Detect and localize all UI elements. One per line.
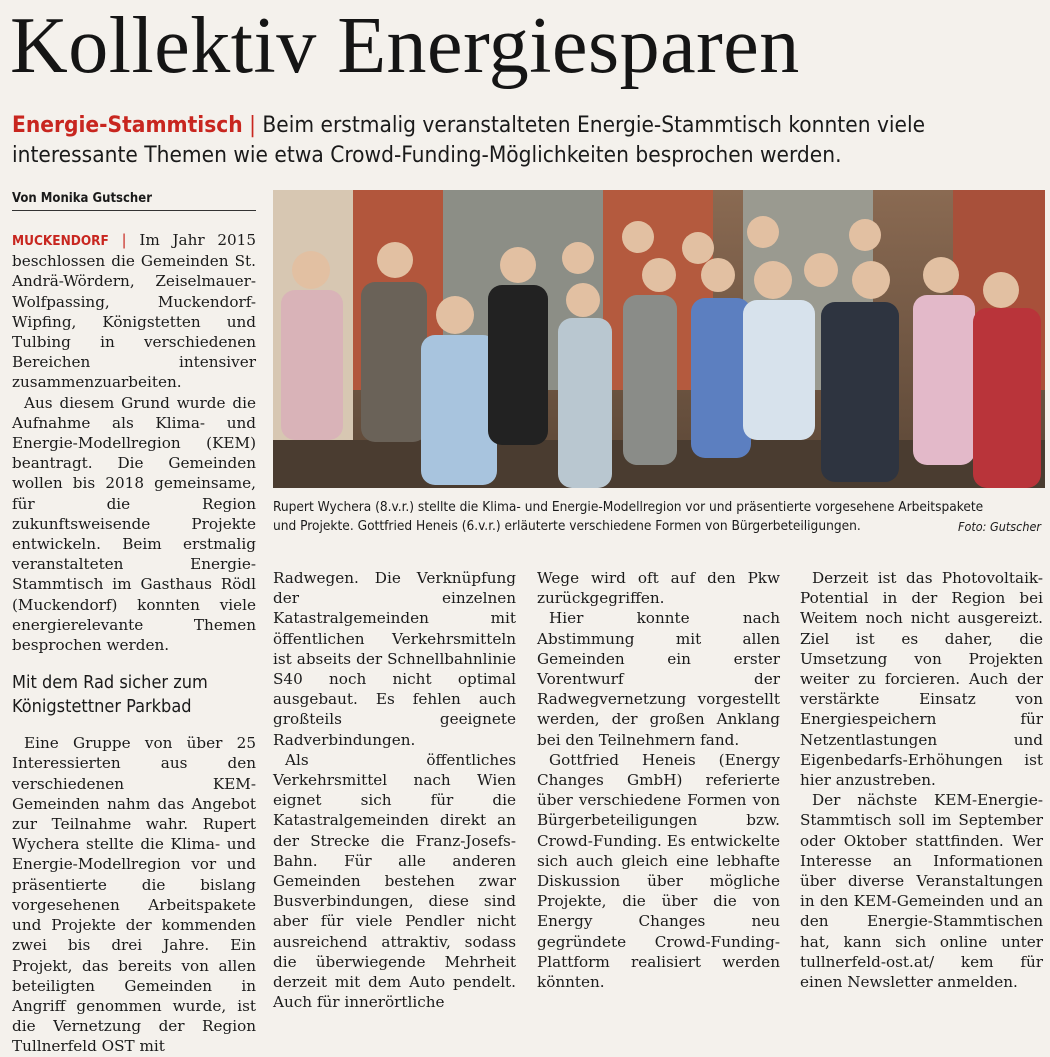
- group-photo: [273, 190, 1045, 488]
- photo-credit: Foto: Gutscher: [958, 519, 1041, 534]
- column-4: [800, 568, 1043, 992]
- group-photo-illustration: [273, 190, 1045, 488]
- deck-kicker: Energie-Stammtisch: [12, 112, 243, 138]
- caption-line-1: Rupert Wychera (8.v.r.) stellte die Klima- und Energie-Modellregion vor und präsentierte vorgesehene Arbeitspakete: [273, 499, 984, 515]
- deck-line-2: interessante Themen wie etwa Crowd-Funding-Möglichkeiten besprochen werden.: [12, 142, 842, 168]
- column-3-paragraph-1: Wege wird oft auf den Pkw zurückgegriffen.: [537, 569, 780, 608]
- dateline: MUCKENDORF: [12, 233, 109, 249]
- photo-caption: [273, 498, 1045, 536]
- column-2-paragraph-1: Radwegen. Die Verknüpfung der einzelnen Katastralgemeinden mit öffentlichen Verkehrsmitteln ist abseits der Schnellbahnlinie S40 noch nicht optimal ausgebaut. Es fehlen auch großteils geeignete Radverbindungen.: [273, 569, 516, 749]
- column-3-paragraph-3: Gottfried Heneis (Energy Changes GmbH) referierte über verschiedene Formen von Bürgerbeteiligungen bzw. Crowd-Funding. Es entwickelte sich auch gleich eine lebhafte Diskussion über mögliche Projekte, die über die von Energy Changes neu gegründete Crowd-Funding-Plattform realisiert werden könnten.: [537, 750, 780, 992]
- column-3-paragraph-2: Hier konnte nach Abstimmung mit allen Gemeinden ein erster Vorentwurf der Radwegvernetzung vorgestellt werden, der großen Anklang bei den Teilnehmern fand.: [537, 609, 780, 749]
- caption-line-2: und Projekte. Gottfried Heneis (6.v.r.) erläuterte verschiedene Formen von Bürgerbeteiligungen.: [273, 518, 861, 534]
- headline: Kollektiv Energiesparen: [10, 2, 800, 90]
- deck-line-1: Beim erstmalig veranstalteten Energie-Stammtisch konnten viele: [262, 112, 926, 138]
- column-4-paragraph-1: Derzeit ist das Photovoltaik-Potential in der Region bei Weitem noch nicht ausgereizt. Ziel ist es daher, die Umsetzung von Projekten weiter zu forcieren. Auch der verstärkte Einsatz von Energiespeichern für Netzentlastungen und Eigenbedarfs-Erhöhungen ist hier anzustreben.: [800, 569, 1043, 790]
- dateline-separator: |: [121, 231, 127, 249]
- byline: Von Monika Gutscher: [12, 190, 256, 211]
- deck-separator: |: [249, 112, 256, 138]
- column-2-paragraph-2: Als öffentliches Verkehrsmittel nach Wien eignet sich für die Katastralgemeinden direkt an der Strecke die Franz-Josefs-Bahn. Für alle anderen Gemeinden bestehen zwar Busverbindungen, diese sind aber für viele Pendler nicht ausreichend attraktiv, sodass die überwiegende Mehrheit derzeit mit dem Auto pendelt. Auch für innerörtliche: [273, 750, 516, 1012]
- column-1-paragraph-1: [12, 230, 256, 393]
- deck: [12, 110, 1042, 170]
- column-1-paragraph-2: Aus diesem Grund wurde die Aufnahme als Klima- und Energie-Modellregion (KEM) beantragt. Die Gemeinden wollen bis 2018 gemeinsame, für die Region zukunftsweisende Projekte entwickeln. Beim erstmalig veranstalteten Energie-Stammtisch im Gasthaus Rödl (Muckendorf) konnten viele energierelevante Themen besprochen werden.: [12, 393, 256, 655]
- column-1: [12, 230, 256, 1057]
- column-1-paragraph-1-text: Im Jahr 2015 beschlossen die Gemeinden St. Andrä-Wördern, Zeiselmauer-Wolfpassing, Muckendorf-Wipfing, Königstetten und Tulbing in verschiedenen Bereichen intensiver zusammenzuarbeiten.: [12, 231, 256, 392]
- subheading: Mit dem Rad sicher zum Königstettner Parkbad: [12, 672, 208, 718]
- column-4-paragraph-2: Der nächste KEM-Energie-Stammtisch soll im September oder Oktober stattfinden. Wer Interesse an Informationen über diverse Veranstaltungen in den KEM-Gemeinden und an den Energie-Stammtischen hat, kann sich online unter tullnerfeld-ost.at/ kem für einen Newsletter anmelden.: [800, 791, 1043, 992]
- column-2: [273, 568, 516, 1012]
- column-1-paragraph-3: Eine Gruppe von über 25 Interessierten aus den verschiedenen KEM-Gemeinden nahm das Angebot zur Teilnahme wahr. Rupert Wychera stellte die Klima- und Energie-Modellregion vor und präsentierte die bislang vorgesehenen Arbeitspakete und Projekte der kommenden zwei bis drei Jahre. Ein Projekt, das bereits von allen beteiligten Gemeinden in Angriff genommen wurde, ist die Vernetzung der Region Tullnerfeld OST mit: [12, 734, 256, 1056]
- column-3: [537, 568, 780, 992]
